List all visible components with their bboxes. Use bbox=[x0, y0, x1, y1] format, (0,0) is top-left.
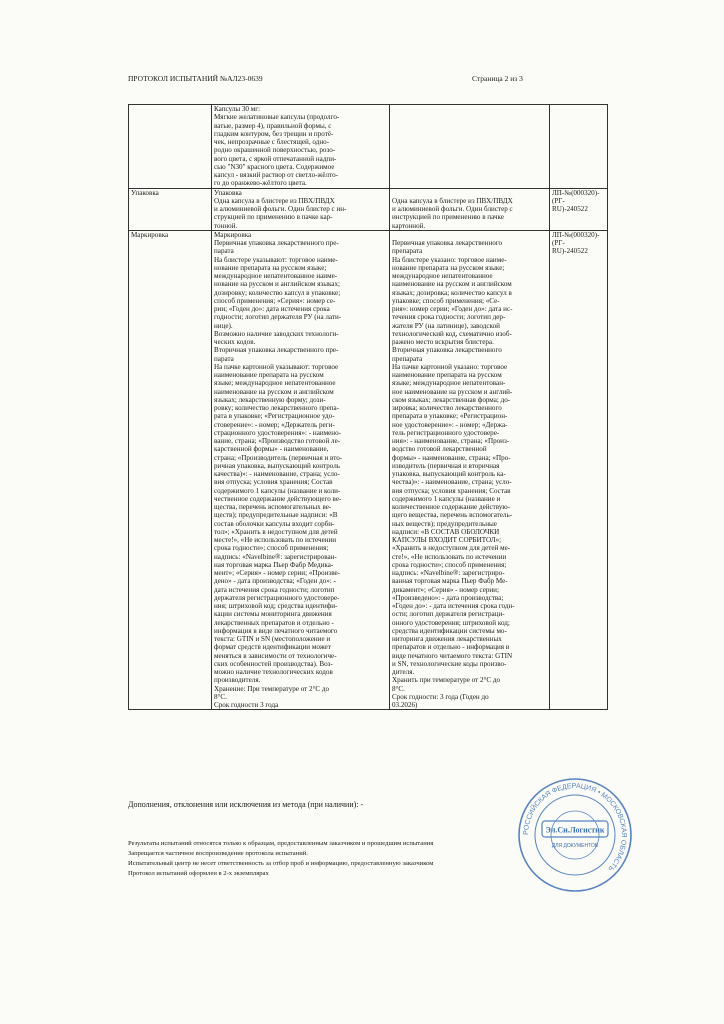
table-row bbox=[129, 230, 608, 710]
footer-note: Результаты испытаний относятся только к образцам, предоставленным заказчиком и прошедшим испытания bbox=[128, 840, 434, 847]
company-stamp bbox=[516, 776, 634, 894]
spec-table bbox=[128, 104, 608, 710]
row-label: Маркировка bbox=[129, 230, 212, 710]
footer-note: Испытательный центр не несет ответственность за отбор проб и информацию, предоставленную заказчиком bbox=[128, 860, 434, 867]
footer-note: Протокол испытаний оформлен в 2-х экземплярах bbox=[128, 870, 269, 877]
stamp-center-text: Эл.Си.Логистик bbox=[545, 825, 605, 835]
supplement-line: Дополнения, отклонения или исключения из метода (при наличии): - bbox=[128, 800, 364, 809]
stamp-ring-text: РОССИЙСКАЯ ФЕДЕРАЦИЯ • МОСКОВСКАЯ ОБЛАСТЬ bbox=[522, 782, 628, 873]
result-cell: Одна капсула в блистере из ПВХ/ПВДХ и алюминиевой фольги. Один блистер с инструкцией по применению в пачке картонной. bbox=[390, 188, 550, 230]
result-cell bbox=[390, 105, 550, 189]
table-row bbox=[129, 188, 608, 230]
doc-cell: ЛП-№(000320)-(РГ- RU)-240522 bbox=[550, 230, 608, 710]
doc-cell: ЛП-№(000320)-(РГ- RU)-240522 bbox=[550, 188, 608, 230]
row-label: Упаковка bbox=[129, 188, 212, 230]
spec-cell: Упаковка Одна капсула в блистере из ПВХ/ПВДХ и алюминиевой фольги. Один блистер с ин- струкцией по применению в пачке кар- тонной. bbox=[212, 188, 390, 230]
protocol-number: ПРОТОКОЛ ИСПЫТАНИЙ №АЛ23-0639 bbox=[128, 74, 263, 83]
spec-cell: Маркировка Первичная упаковка лекарственного пре- парата На блистере указывают: торговое наиме- нование препарата на русском языке; международное непатентованное наиме- нование на русском и английском языках; дозировку; количество капсул в упаковке; способ применения; «Серия»: номер се- рии; «Годен до»: дата истечения срока годности; логотип держателя РУ (на лати- нице). Возможно наличие заводских технологи- ческих кодов. Вторичная упаковка лекарственного пре- парата На пачке картонной указывают: торговое наименование препарата на русском языке; международное непатентованное наименование на русском и английском языках; лекарственную форму; дози- ровку; количество лекарственного препа- рата в упаковке; «Регистрационное удо- стоверение»: - номер; «Держатель реги- страционного удостоверения»: - наимено- вание, страна; «Производство готовой ле- карственной формы» - наименование, страна; «Производитель (первичная и вто- ричная упаковка, выпускающий контроль качества)»: - наименование, страна; усло- вия отпуска; условия хранения; Состав содержимого 1 капсулы (название и коли- чественное содержание действующего ве- щества, перечень вспомогательных ве- ществ); предупредительные надписи: «В состав оболочки капсулы входит сорби- тол»; «Хранить в недоступном для детей месте!», «Не использовать по истечении срока годности»; способ применения; надпись: «Navelbine®: зарегистрирован- ная торговая марка Пьер Фабр Медика- мент»; «Серия» - номер серии; «Произве- дено» - дата производства; «Годен до»: - дата истечения срока годности; логотип держателя регистрационного удостовере- ния; штриховой код; средства идентифи- кации системы мониторинга движения лекарственных препаратов и отдельно - информация в виде печатного читаемого текста: GTIN и SN (местоположение и формат средств идентификации может меняться в зависимости от технологиче- ских особенностей производства). Воз- можно наличие технологических кодов производителя. Хранение: При температуре от 2°С до 8°С. Срок годности 3 года bbox=[212, 230, 390, 710]
row-label bbox=[129, 105, 212, 189]
table-row bbox=[129, 105, 608, 189]
footer-note: Запрещается частичное воспроизведение протокола испытаний. bbox=[128, 850, 308, 857]
result-cell: Первичная упаковка лекарственного препарата На блистере указано: торговое наиме- нование препарата на русском языке; международное непатентованное наименование на русском и английском языках; дозировка; количество капсул в упаковке; способ применения; «Се- рия»: номер серии; «Годен до»: дата ис- течения срока годности; логотип дер- жателя РУ (на латинице), заводской технологический код, схематично изоб- ражено место вскрытия блистера. Вторичная упаковка лекарственного препарата На пачке картонной указано: торговое наименование препарата на русском языке; международное непатентован- ное наименование на русском и англий- ском языках; лекарственная форма; до- зировка; количество лекарственного препарата в упаковке; «Регистрацион- ное удостоверение»: - номер; «Держа- тель регистрационного удостовере- ния»: - наименование, страна; «Произ- водство готовой лекарственной формы» - наименование, страна; «Про- изводитель (первичная и вторичная упаковка, выпускающий контроль ка- чества)»: - наименование, страна; усло- вия отпуска; условия хранения; Состав содержимого 1 капсулы (название и количественное содержание действую- щего вещества, перечень вспомогатель- ных веществ); предупредительные надписи: «В СОСТАВ ОБОЛОЧКИ КАПСУЛЫ ВХОДИТ СОРБИТОЛ»; «Хранить в недоступном для детей ме- сте!», «Не использовать по истечении срока годности»; способ применения; надпись: «Navelbine®: зарегистриро- ванная торговая марка Пьер Фабр Ме- дикамент»; «Серия» - номер серии; «Произведено»: - дата производства; «Годен до»: - дата истечения срока годн- ости; логотип держателя регистраци- онного удостоверения; штриховой код; средства идентификации системы мо- ниторинга движения лекарственных препаратов и отдельно - информация в виде печатного читаемого текста: GTIN и SN, технологические коды произво- дителя. Хранить при температуре от 2°С до 8°С. Срок годности: 3 года (Годен до 03.2026) bbox=[390, 230, 550, 710]
doc-cell bbox=[550, 105, 608, 189]
page-number: Страница 2 из 3 bbox=[472, 74, 523, 83]
spec-cell: Капсулы 30 мг: Мягкие желатиновые капсулы (продолго- ватые, размер 4), правильной формы, с гладким контуром, без трещин и протё- чек, непрозрачные с блестящей, одно- родно окрашенной поверхностью, розо- вого цвета, с яркой отпечатанной надпи- сью "N30" красного цвета. Содержимое капсул - вязкий раствор от светло-жёлто- го до оранжево-жёлтого цвета. bbox=[212, 105, 390, 189]
stamp-sub-text: ДЛЯ ДОКУМЕНТОВ bbox=[551, 843, 599, 849]
